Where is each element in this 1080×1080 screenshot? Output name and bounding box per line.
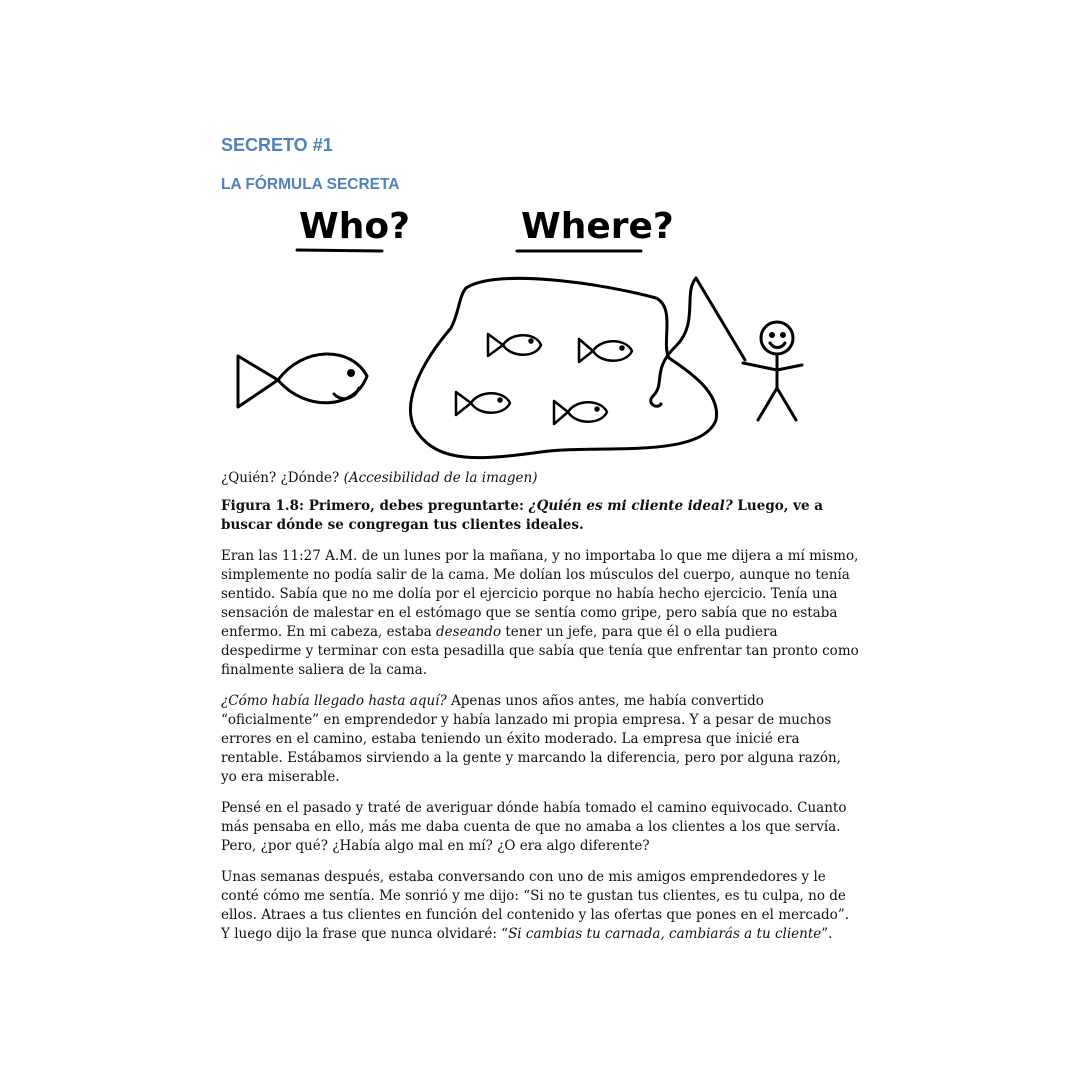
caption-question: ¿Quién es mi cliente ideal?	[528, 498, 733, 514]
section-title: SECRETO #1	[221, 135, 333, 155]
big-fish-icon	[238, 354, 367, 407]
paragraph-1-text-b: tener un jefe, para que él o ella pudiera despedirme y terminar con esta pesadilla que sabía que tenía que enfrentar tan pronto como finalmente saliera de la cama.	[221, 624, 859, 678]
pond-fish-icon	[554, 401, 607, 424]
accessibility-prefix: ¿Quién? ¿Dónde?	[221, 470, 344, 486]
figure-caption	[221, 497, 861, 535]
fishing-rod	[696, 278, 745, 360]
caption-tail: Luego, ve a buscar dónde se congregan tus clientes ideales.	[221, 498, 824, 533]
stick-figure-icon	[743, 322, 802, 420]
fishing-drawing	[221, 198, 861, 464]
who-label: Who?	[299, 206, 410, 247]
pond-fish-icon	[456, 392, 510, 415]
paragraph-2	[221, 692, 861, 787]
document-page	[221, 132, 861, 944]
paragraph-1-emphasis: deseando	[436, 624, 502, 640]
paragraph-1-text-a: Eran las 11:27 A.M. de un lunes por la mañana, y no importaba lo que me dijera a mí mismo, simplemente no podía salir de la cama. Me dolían los músculos del cuerpo, aunque no tenía sentido. Sabía que no me dolía por el ejercicio porque no había hecho ejercicio. Tenía una sensación de malestar en el estómago que se sentía como gripe, pero sabía que no estaba enfermo. En mi cabeza, estaba	[221, 548, 859, 640]
section-subtitle: LA FÓRMULA SECRETA	[221, 176, 400, 193]
paragraph-4-text-a: Unas semanas después, estaba conversando con uno de mis amigos emprendedores y le conté cómo me sentía. Me sonrió y me dijo: “Si no te gustan tus clientes, es tu culpa, no de ellos. Atraes a tus clientes en función del contenido y las ofertas que pones en el mercado”. Y luego dijo la frase que nunca olvidaré: “	[221, 869, 850, 942]
where-label: Where?	[521, 206, 674, 247]
pond-fish-icon	[579, 339, 632, 362]
pond-fish-icon	[488, 334, 541, 356]
who-where-illustration	[221, 198, 861, 464]
caption-lead: Figura 1.8: Primero, debes preguntarte:	[221, 498, 529, 514]
who-underline	[297, 250, 382, 251]
paragraph-3: Pensé en el pasado y traté de averiguar dónde había tomado el camino equivocado. Cuanto más pensaba en ello, más me daba cuenta de que no amaba a los clientes a los que servía. Pero, ¿por qué? ¿Había algo mal en mí? ¿O era algo diferente?	[221, 800, 847, 854]
paragraph-4-emphasis: Si cambias tu carnada, cambiarás a tu cliente	[508, 926, 822, 942]
pond-outline	[411, 278, 717, 457]
accessibility-note	[221, 469, 861, 488]
paragraph-4-text-b: ”.	[821, 926, 833, 942]
accessibility-link-text: (Accesibilidad de la imagen)	[343, 470, 538, 486]
paragraph-2-text: Apenas unos años antes, me había convertido “oficialmente” en emprendedor y había lanzado mi propia empresa. Y a pesar de muchos errores en el camino, estaba teniendo un éxito moderado. La empresa que inicié era rentable. Estábamos sirviendo a la gente y marcando la diferencia, pero por alguna razón, yo era miserable.	[221, 693, 841, 785]
paragraph-4	[221, 868, 861, 944]
paragraph-2-emphasis: ¿Cómo había llegado hasta aquí?	[221, 693, 447, 709]
paragraph-1	[221, 547, 861, 680]
